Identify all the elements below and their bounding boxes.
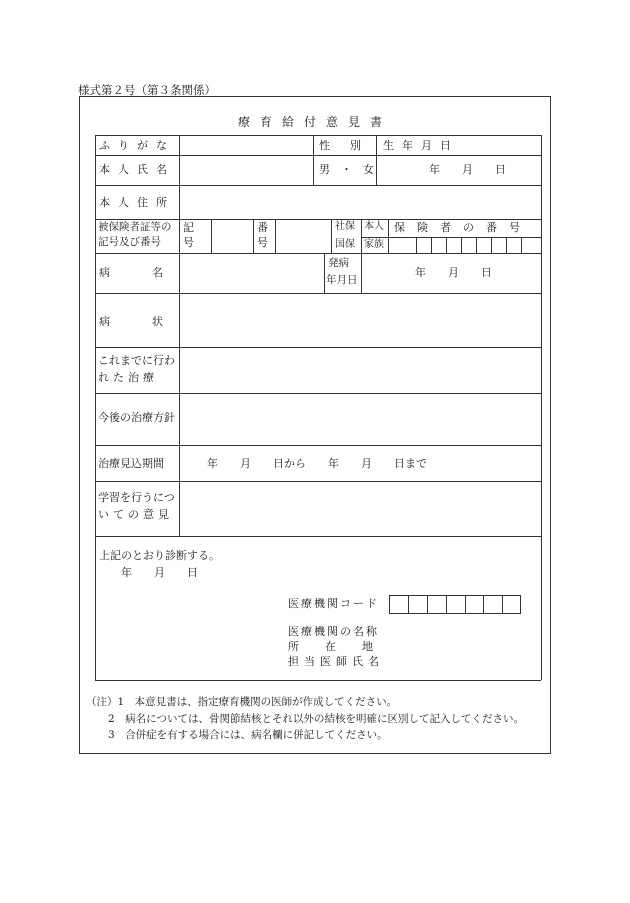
medical-code-label: 医療機関コード [288,597,379,610]
furigana-label: ふりがな [99,139,175,152]
past-treatment-label-2: れた治療 [98,371,158,384]
bango-label-2: 号 [257,236,268,249]
onset-label-2: 年月日 [326,274,358,286]
insurance-label-2: 記号及び番号 [98,236,161,248]
bango-label-1: 番 [257,221,268,234]
birthdate-label: 生年月日 [383,139,459,152]
symptoms-label: 病状 [99,315,205,328]
plan-label: 今後の治療方針 [98,411,175,424]
sex-options: 男 ・ 女 [319,163,374,176]
period-label: 治療見込期間 [98,457,164,470]
diagnosis-statement: 上記のとおり診断する。 [99,549,220,562]
address-label: 本人住所 [99,196,175,209]
kazoku-label: 家族 [364,239,384,250]
onset-label-1: 発病 [328,257,349,269]
kigo-label-1: 記 [183,221,194,234]
past-treatment-label-1: これまでに行わ [98,354,175,367]
period-value: 年 月 日から 年 月 日まで [207,457,427,470]
birthdate-value: 年 月 日 [429,163,506,176]
study-label-2: いての意見 [98,508,173,521]
kigo-label-2: 号 [183,236,194,249]
kokuho-label: 国保 [335,239,355,250]
honnin-label: 本人 [364,221,384,232]
institution-name-label: 医療機関の名称 [288,625,379,638]
diagnosis-date: 年 月 日 [121,566,198,579]
shaho-label: 社保 [335,221,355,232]
insurance-label-1: 被保険者証等の [98,221,172,233]
note-1: （注）1 本意見書は、指定療育機関の医師が作成してください。 [86,696,398,708]
study-label-1: 学習を行うにつ [98,491,175,504]
disease-label: 病名 [99,266,205,279]
form-title: 療育給付意見書 [237,115,392,129]
note-3: 3 合併症を有する場合には、病名欄に併記してください。 [108,729,388,741]
notes [86,694,524,744]
sex-label: 性別 [319,139,381,152]
insurer-number-label: 保険者の番号 [394,221,532,234]
onset-value: 年 月 日 [415,266,492,279]
note-2: 2 病名については、骨関節結核とそれ以外の結核を明確に区別して記入してください。 [108,712,524,725]
doctor-label: 担当医師氏名 [288,655,384,668]
form-number-label: 様式第２号（第３条関係） [78,83,216,97]
name-label: 本人氏名 [99,163,175,176]
location-label: 所在地 [288,640,399,653]
